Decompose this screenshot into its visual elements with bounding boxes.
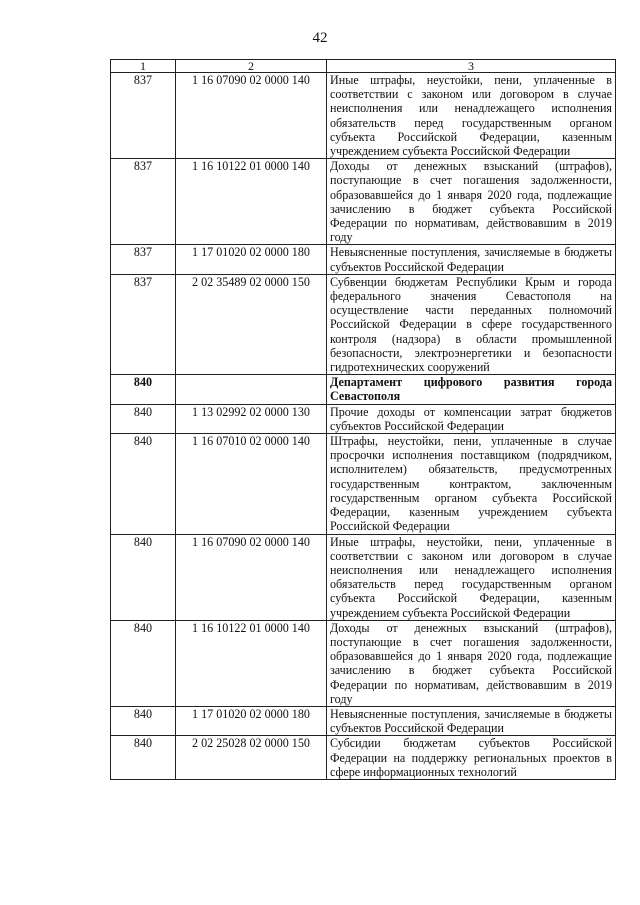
table-row <box>111 534 616 620</box>
revenue-code-cell: 1 13 02992 02 0000 130 <box>176 404 327 433</box>
revenue-code-cell: 1 17 01020 02 0000 180 <box>176 245 327 274</box>
revenue-code-cell: 1 16 10122 01 0000 140 <box>176 620 327 706</box>
revenue-name-cell: Доходы от денежных взысканий (штрафов), поступающие в счет погашения задолженности, образовавшейся до 1 января 2020 года, подлежащие зачислению в бюджет субъекта Российской Федерации по нормативам, действовавшим в 2019 году <box>327 620 616 706</box>
table-row <box>111 434 616 534</box>
header-col-1: 1 <box>111 60 176 73</box>
revenue-name-cell: Субсидии бюджетам субъектов Российской Федерации на поддержку региональных проектов в сфере информационных технологий <box>327 736 616 780</box>
table-row <box>111 736 616 780</box>
admin-code-cell: 837 <box>111 159 176 245</box>
admin-code-cell: 840 <box>111 434 176 534</box>
table-section-row <box>111 375 616 404</box>
table-row <box>111 706 616 735</box>
admin-code-cell: 837 <box>111 245 176 274</box>
revenue-name-cell: Невыясненные поступления, зачисляемые в бюджеты субъектов Российской Федерации <box>327 245 616 274</box>
admin-code-cell: 840 <box>111 534 176 620</box>
admin-code-cell: 840 <box>111 404 176 433</box>
admin-code-cell: 840 <box>111 706 176 735</box>
page-number: 42 <box>312 30 328 46</box>
admin-code-cell: 840 <box>111 620 176 706</box>
revenue-code-cell <box>176 375 327 404</box>
revenue-codes-table <box>110 59 616 780</box>
table-row <box>111 404 616 433</box>
table-header <box>111 60 616 73</box>
revenue-code-cell: 2 02 35489 02 0000 150 <box>176 274 327 374</box>
revenue-code-cell: 1 16 10122 01 0000 140 <box>176 159 327 245</box>
table-row <box>111 274 616 374</box>
revenue-code-cell: 1 16 07010 02 0000 140 <box>176 434 327 534</box>
revenue-name-cell: Прочие доходы от компенсации затрат бюджетов субъектов Российской Федерации <box>327 404 616 433</box>
admin-code-cell: 837 <box>111 73 176 159</box>
revenue-name-cell: Штрафы, неустойки, пени, уплаченные в случае просрочки исполнения поставщиком (подрядчиком, исполнителем) обязательств, предусмотренных государственным контрактом, заключенным государственным органом субъекта Российской Федерации, казенным учреждением субъекта Российской Федерации <box>327 434 616 534</box>
revenue-name-cell: Иные штрафы, неустойки, пени, уплаченные в соответствии с законом или договором в случае неисполнения или ненадлежащего исполнения обязательств перед государственным органом субъекта Российской Федерации, казенным учреждением субъекта Российской Федерации <box>327 534 616 620</box>
admin-code-cell: 840 <box>111 736 176 780</box>
table-row <box>111 73 616 159</box>
revenue-name-cell: Иные штрафы, неустойки, пени, уплаченные в соответствии с законом или договором в случае неисполнения или ненадлежащего исполнения обязательств перед государственным органом субъекта Российской Федерации, казенным учреждением субъекта Российской Федерации <box>327 73 616 159</box>
table-row <box>111 245 616 274</box>
table-row <box>111 620 616 706</box>
revenue-name-cell: Департамент цифрового развития города Севастополя <box>327 375 616 404</box>
revenue-code-cell: 1 16 07090 02 0000 140 <box>176 73 327 159</box>
revenue-code-cell: 1 17 01020 02 0000 180 <box>176 706 327 735</box>
admin-code-cell: 837 <box>111 274 176 374</box>
table-body <box>111 73 616 780</box>
revenue-name-cell: Доходы от денежных взысканий (штрафов), поступающие в счет погашения задолженности, образовавшейся до 1 января 2020 года, подлежащие зачислению в бюджет субъекта Российской Федерации по нормативам, действовавшим в 2019 году <box>327 159 616 245</box>
admin-code-cell: 840 <box>111 375 176 404</box>
table-row <box>111 159 616 245</box>
revenue-name-cell: Субвенции бюджетам Республики Крым и города федерального значения Севастополя на осуществление части переданных полномочий Российской Федерации в сфере государственного контроля (надзора) в области промышленной безопасности, электроэнергетики и безопасности гидротехнических сооружений <box>327 274 616 374</box>
revenue-code-cell: 1 16 07090 02 0000 140 <box>176 534 327 620</box>
revenue-code-cell: 2 02 25028 02 0000 150 <box>176 736 327 780</box>
header-col-3: 3 <box>327 60 616 73</box>
header-col-2: 2 <box>176 60 327 73</box>
header-row <box>111 60 616 73</box>
revenue-name-cell: Невыясненные поступления, зачисляемые в бюджеты субъектов Российской Федерации <box>327 706 616 735</box>
